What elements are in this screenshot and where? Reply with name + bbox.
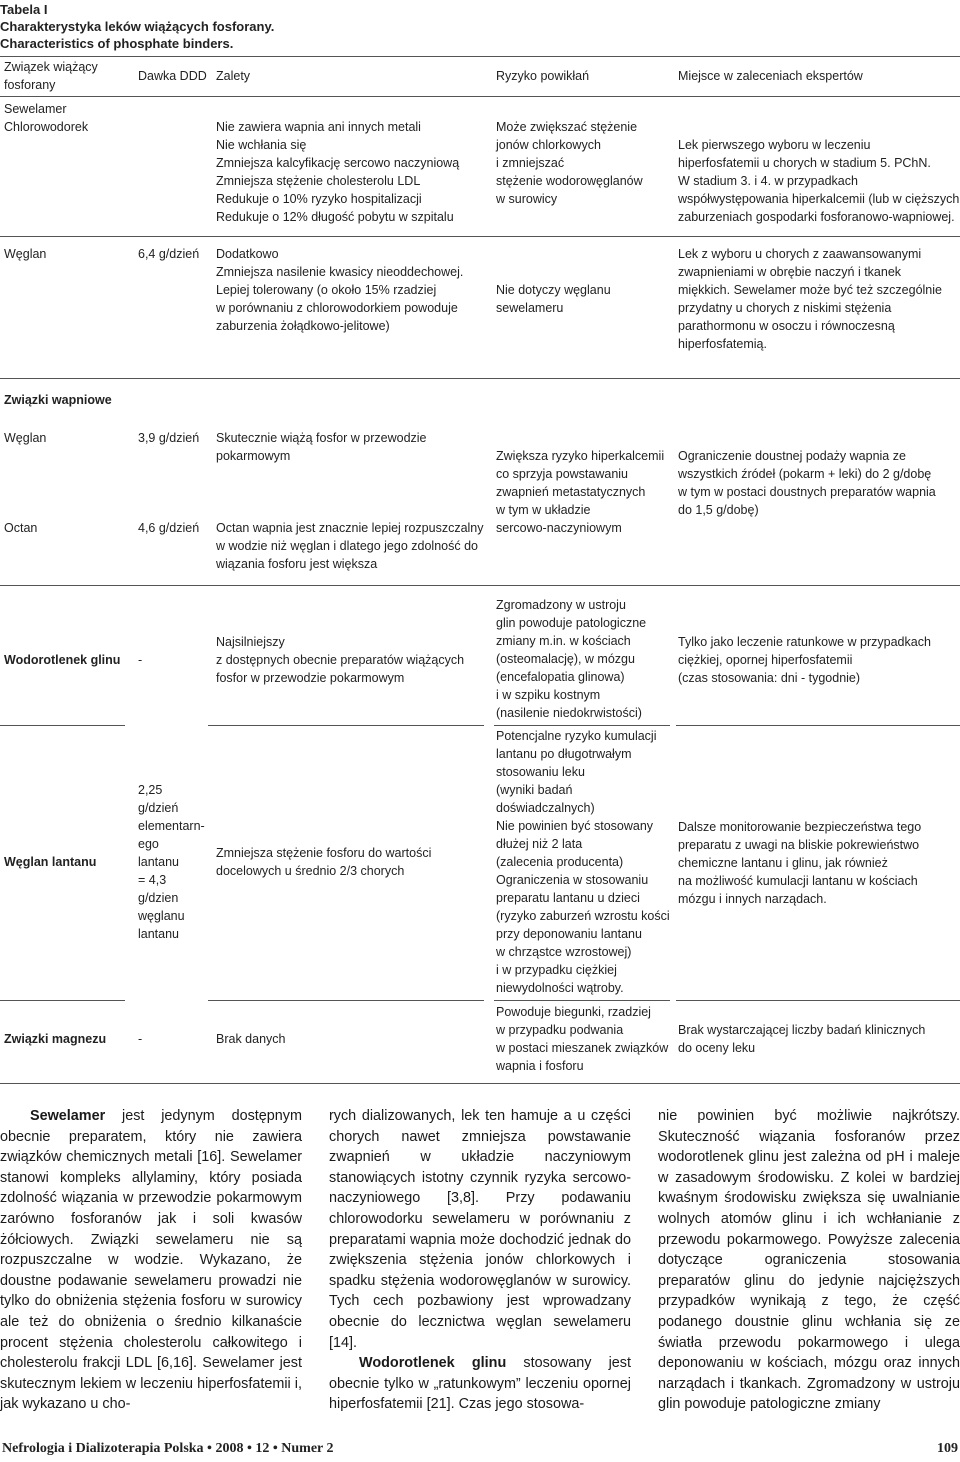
body-column-3 [658,1106,960,1415]
table-rule-partial [208,725,484,726]
table-rule-header [0,96,960,97]
table-rule-top [0,56,960,57]
table-rule-partial [0,1000,125,1001]
sevelamer-carbonate-risk: Nie dotyczy węglanu sewelameru [496,283,611,315]
page-number: 109 [937,1441,958,1456]
header-dose: Dawka DDD [138,69,207,83]
sevelamer-carbonate-place: Lek z wyboru u chorych z zaawansowanymi zwapnieniami w obrębie naczyń i tkanek miękkich. Sewelamer może być też szczególnie przydatny u chorych z niskimi stężenia parathormonu w osoczu i równoczesną hiperfosfatemią. [678,247,942,351]
lanthanum-risk: Potencjalne ryzyko kumulacji lantanu po długotrwałym stosowaniu leku (wyniki badań doświadczalnych) Nie powinien być stosowany dłużej niż 2 lata (zalecenia producenta) Ograniczenia w stosowaniu preparatu lantanu u dzieci (ryzyko zaburzeń wzrostu kości przy deponowaniu lantanu w chrząstce wzrostowej) i w przypadku ciężkiej niewydolności wątroby. [496,729,670,995]
table-number: Tabela I [0,2,48,17]
calcium-carbonate-advantages: Skutecznie wiążą fosfor w przewodzie pokarmowym [216,431,427,463]
table-rule-partial [676,1000,960,1001]
lanthanum-name: Węglan lantanu [4,855,97,869]
body-column-1 [0,1106,302,1415]
aluminum-dose: - [138,653,143,667]
calcium-place: Ograniczenie doustnej podaży wapnia ze wszystkich źródeł (pokarm + leki) do 2 g/dobę w tym w postaci doustnych preparatów wapnia do 1,5 g/dobę) [678,449,936,517]
magnesium-place: Brak wystarczającej liczby badań klinicznych do oceny leku [678,1023,926,1055]
calcium-risk: Zwiększa ryzyko hiperkalcemii co sprzyja powstawaniu zwapnień metastatycznych w tym w układzie sercowo-naczyniowym [496,449,665,535]
sevelamer-hydrochloride-name: Chlorowodorek [4,120,89,134]
calcium-carbonate-dose: 3,9 g/dzień [138,431,200,445]
header-risk: Ryzyko powikłań [496,69,590,83]
body-column-2 [329,1106,631,1415]
aluminum-risk: Zgromadzony w ustroju glin powoduje patologiczne zmiany m.in. w kościach (osteomalację), w mózgu (encefalopatia glinowa) i w szpiku kostnym (nasilenie niedokrwistości) [496,598,647,720]
magnesium-risk: Powoduje biegunki, rzadziej w przypadku podwania w postaci mieszanek związków wapnia i fosforu [496,1005,669,1073]
table-caption [0,1,274,52]
magnesium-name: Związki magnezu [4,1032,107,1046]
sevelamer-carbonate-dose: 6,4 g/dzień [138,247,200,261]
table-rule-partial [0,725,125,726]
table-rule-bottom [0,1083,960,1084]
sevelamer-carbonate-name: Węglan [4,247,47,261]
body-col1-text: jest jedynym dostępnym obecnie preparatem, który nie zawiera związków chemicznych metali [16]. Sewelamer stanowi kompleks allylaminy, który posiada zdolność wiązania w przewodzie pokarmowym zarówno fosforanów jak i soli kwasów żółciowych. Związki sewelameru nie są rozpuszczalne w wodzie. Wykazano, że doustne podawanie sewelameru prowadzi nie tylko do obniżenia stężenia fosforu w surowicy ale też do obniżenia o średnio kilkanaście procent stężenia cholesterolu całkowitego i cholesterolu frakcji LDL [6,16]. Sewelamer jest skutecznym lekiem w leczeniu hiperfosfatemii i, jak wykazano u cho- [0,1108,302,1413]
table-rule-partial [676,725,960,726]
sevelamer-hydrochloride-advantages: Nie zawiera wapnia ani innych metali Nie wchłania się Zmniejsza kalcyfikację sercowo naczyniową Zmniejsza stężenie cholesterolu LDL Redukuje o 10% ryzyko hospitalizacji Redukuje o 12% długość pobytu w szpitalu [216,120,460,224]
body-col3-paragraph: nie powinien być możliwie najkrótszy. Skuteczność wiązania fosforanów przez wodorotlenek glinu jest zależna od pH i maleje w zasadowym środowisku. Z kolei w bardziej kwaśnym środowisku zwiększa się uwalnianie wolnych atomów glinu i ich wchłanianie z przewodu pokarmowego. Powyższe zalecenia dotyczące ograniczenia stosowania preparatów glinu do jedynie najcięższych przypadków wynikają z tego, że część podanego doustnie glinu wchłania się ze światła przewodu pokarmowego i ulega deponowaniu w kościach, mózgu oraz innych narządach i tkankach. Zgromadzony w ustroju glin powoduje patologiczne zmiany [658,1108,960,1413]
table-title-en: Characteristics of phosphate binders. [0,36,234,51]
table-rule-row [0,236,960,237]
lanthanum-advantages: Zmniejsza stężenie fosforu do wartości docelowych u średnio 2/3 chorych [216,846,432,878]
lanthanum-place: Dalsze monitorowanie bezpieczeństwa tego preparatu z uwagi na bliskie pokrewieństwo chemiczne lantanu i glinu, jak również na możliwość kumulacji lantanu w kościach mózgu i innych narządach. [678,820,922,906]
term-sevelamer: Sewelamer [30,1108,106,1124]
sevelamer-hydrochloride-place: Lek pierwszego wyboru w leczeniu hiperfosfatemii u chorych w stadium 5. PChN. W stadium 3. i 4. w przypadkach współwystępowania hiperkalcemii (lub w cięższych zaburzeniach gospodarki fosforanowo-wapniowej. [678,138,960,224]
magnesium-advantages: Brak danych [216,1032,286,1046]
group-sevelamer: Sewelamer [4,102,67,116]
header-place: Miejsce w zaleceniach ekspertów [678,69,863,83]
group-calcium: Związki wapniowe [4,393,112,407]
sevelamer-hydrochloride-risk: Może zwiększać stężenie jonów chlorkowych i zmniejszać stężenie wodorowęglanów w surowicy [496,120,643,206]
table-rule-row [0,378,960,379]
aluminum-name: Wodorotlenek glinu [4,653,121,667]
term-aluminum-hydroxide: Wodorotlenek glinu [359,1355,507,1372]
table-rule-partial [494,725,670,726]
header-advantages: Zalety [216,69,251,83]
journal-footer: Nefrologia i Dializoterapia Polska • 2008 • 12 • Numer 2 [2,1441,334,1456]
header-compound: Związek wiążący fosforany [4,60,98,92]
table-title-pl: Charakterystyka leków wiążących fosforany. [0,19,275,34]
table-rule-row [0,585,960,586]
calcium-acetate-name: Octan [4,521,38,535]
body-col2-paragraph: rych dializowanych, lek ten hamuje a u części chorych nawet zmniejsza powstawanie zwapnień w układzie naczyniowym stanowiących istotny czynnik ryzyka sercowo-naczyniowego [3,8]. Przy podawaniu chlorowodorku sewelameru w porównaniu z preparatami wapnia może dochodzić jednak do zwiększenia stężenia jonów chlorkowych i spadku stężenia wodorowęglanów w surowicy. Tych cech pozbawiony jest wprowadzany obecnie do lecznictwa węglan sewelameru [14]. [329,1108,631,1351]
calcium-acetate-advantages: Octan wapnia jest znacznie lepiej rozpuszczalny w wodzie niż węglan i dlatego jego zdolność do wiązania fosforu jest większa [216,521,484,571]
table-rule-partial [208,1000,484,1001]
lanthanum-dose: 2,25 g/dzień elementarn- ego lantanu = 4,3 g/dzien węglanu lantanu [138,783,205,941]
aluminum-advantages: Najsilniejszy z dostępnych obecnie preparatów wiążących fosfor w przewodzie pokarmowym [216,635,465,685]
aluminum-place: Tylko jako leczenie ratunkowe w przypadkach ciężkiej, opornej hiperfosfatemii (czas stosowania: dni - tygodnie) [678,635,931,685]
table-rule-partial [494,1000,670,1001]
magnesium-dose: - [138,1032,143,1046]
calcium-acetate-dose: 4,6 g/dzień [138,521,200,535]
body-col2-text: stosowany jest obecnie tylko w „ratunkowym” leczeniu opornej hiperfosfatemii [21]. Czas jego stosowa- [329,1355,631,1413]
sevelamer-carbonate-advantages: Dodatkowo Zmniejsza nasilenie kwasicy nieoddechowej. Lepiej tolerowany (o około 15% rzadziej w porównaniu z chlorowodorkiem powoduje zaburzenia żołądkowo-jelitowe) [216,247,464,333]
calcium-carbonate-name: Węglan [4,431,47,445]
